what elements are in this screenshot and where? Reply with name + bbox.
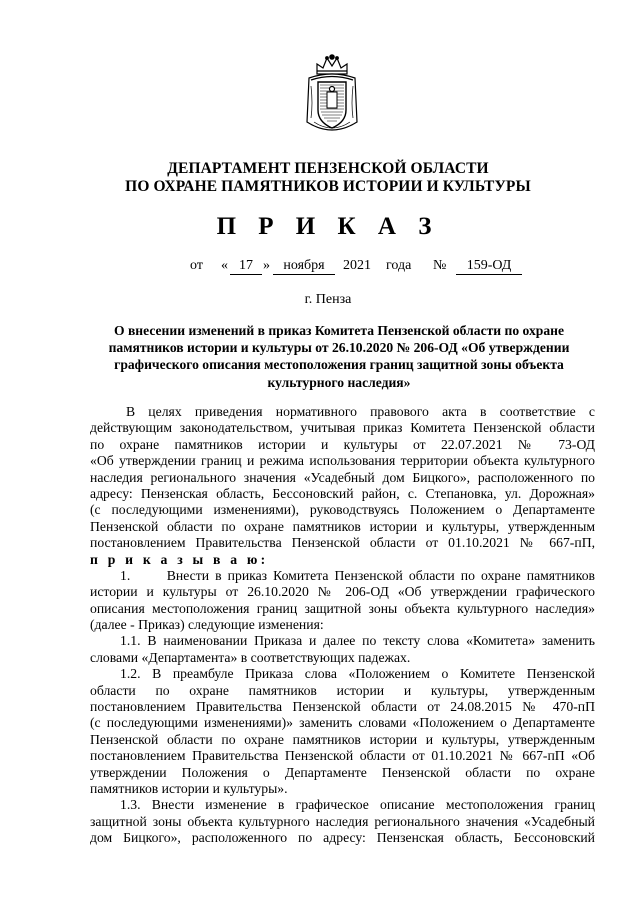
body-line: постановлением Правительства Пензенской области от 01.10.2021 № 667-пП «Об xyxy=(90,748,595,764)
department-name-line-2: ПО ОХРАНЕ ПАМЯТНИКОВ ИСТОРИИ И КУЛЬТУРЫ xyxy=(125,178,531,195)
body-line: адресу: Пензенская область, Бессоновский район, с. Степановка, ул. Дорожная» xyxy=(90,485,595,501)
body-line: действующим законодательством, учитывая приказ Комитета Пензенской области xyxy=(90,420,595,436)
body-line: описания местоположения границ защитной зоны объекта культурного наследия» xyxy=(90,600,595,616)
date-number-line xyxy=(0,258,640,276)
body-line: постановлением Правительства Пензенской области от 01.10.2021 № 667-пП, xyxy=(90,535,595,551)
body-line: утверждении Положения о Департаменте Пензенской области по охране xyxy=(90,764,595,780)
document-type-heading: П Р И К А З xyxy=(216,213,440,240)
document-body xyxy=(90,404,595,847)
body-line: 1.3. Внести изменение в графическое описание местоположения границ xyxy=(120,797,595,813)
body-line: области по охране памятников истории и культуры, утвержденным xyxy=(90,682,595,698)
body-line: 1. Внести в приказ Комитета Пензенской области по охране памятников xyxy=(120,567,595,583)
body-line: (с последующими изменениями)» заменить словами «Положением о Департаменте xyxy=(90,715,595,731)
number-sign: № xyxy=(433,258,447,273)
title-line: графического описания местоположения границ защитной зоны объекта xyxy=(114,357,564,373)
body-line: защитной зоны объекта культурного наследия регионального значения «Усадебный xyxy=(90,813,595,829)
date-year: 2021 xyxy=(343,258,371,273)
body-line: дом Бицкого», расположенного по адресу: Пензенская область, Бессоновский xyxy=(90,830,595,846)
body-line: по охране памятников истории и культуры от 22.07.2021 № 73-ОД xyxy=(90,436,595,452)
body-line: памятников истории и культуры». xyxy=(90,780,288,796)
body-line: постановлением Правительства Пензенской области от 24.08.2015 № 470-пП xyxy=(90,699,595,715)
title-line: культурного наследия» xyxy=(267,374,411,390)
body-line: (далее - Приказ) следующие изменения: xyxy=(90,617,324,633)
body-line: (с последующими изменениями), руководствуясь Положением о Департаменте xyxy=(90,502,595,518)
document-title xyxy=(96,322,582,391)
body-line: В целях приведения нормативного правового акта в соответствие с xyxy=(126,404,595,419)
date-from-label: от xyxy=(190,258,203,273)
body-line: 1.1. В наименовании Приказа и далее по тексту слова «Комитета» заменить xyxy=(120,633,595,649)
date-year-word: года xyxy=(386,258,412,273)
city-name: г. Пенза xyxy=(304,292,352,307)
department-name-line-1: ДЕПАРТАМЕНТ ПЕНЗЕНСКОЙ ОБЛАСТИ xyxy=(167,160,489,177)
body-line: Пензенской области по охране памятников истории и культуры, утвержденным xyxy=(90,518,595,534)
order-number: 159-ОД xyxy=(456,258,522,275)
date-month: ноября xyxy=(273,258,335,275)
body-line: 1.2. В преамбуле Приказа слова «Положением о Комитете Пензенской xyxy=(120,666,595,682)
coat-of-arms-emblem xyxy=(303,52,361,140)
body-line: «Об утверждении границ и режима использования территории объекта культурного xyxy=(90,453,595,469)
body-line: Пензенской области по охране памятников истории и культуры, утвержденным xyxy=(90,731,595,747)
date-day: 17 xyxy=(230,258,262,275)
body-line: словами «Департамента» в соответствующих падежах. xyxy=(90,649,411,665)
quote-open: « xyxy=(221,258,228,273)
quote-close: » xyxy=(263,258,270,273)
body-line: истории и культуры от 26.10.2020 № 206-ОД «Об утверждении графического xyxy=(90,584,595,600)
title-line: памятников истории и культуры от 26.10.2020 № 206-ОД «Об утверждении xyxy=(108,340,570,356)
body-line: наследия регионального значения «Усадебный дом Бицкого», расположенного по xyxy=(90,469,595,485)
title-line: О внесении изменений в приказ Комитета Пензенской области по охране xyxy=(113,323,565,338)
body-line-order-word: п р и к а з ы в а ю: xyxy=(90,551,269,567)
